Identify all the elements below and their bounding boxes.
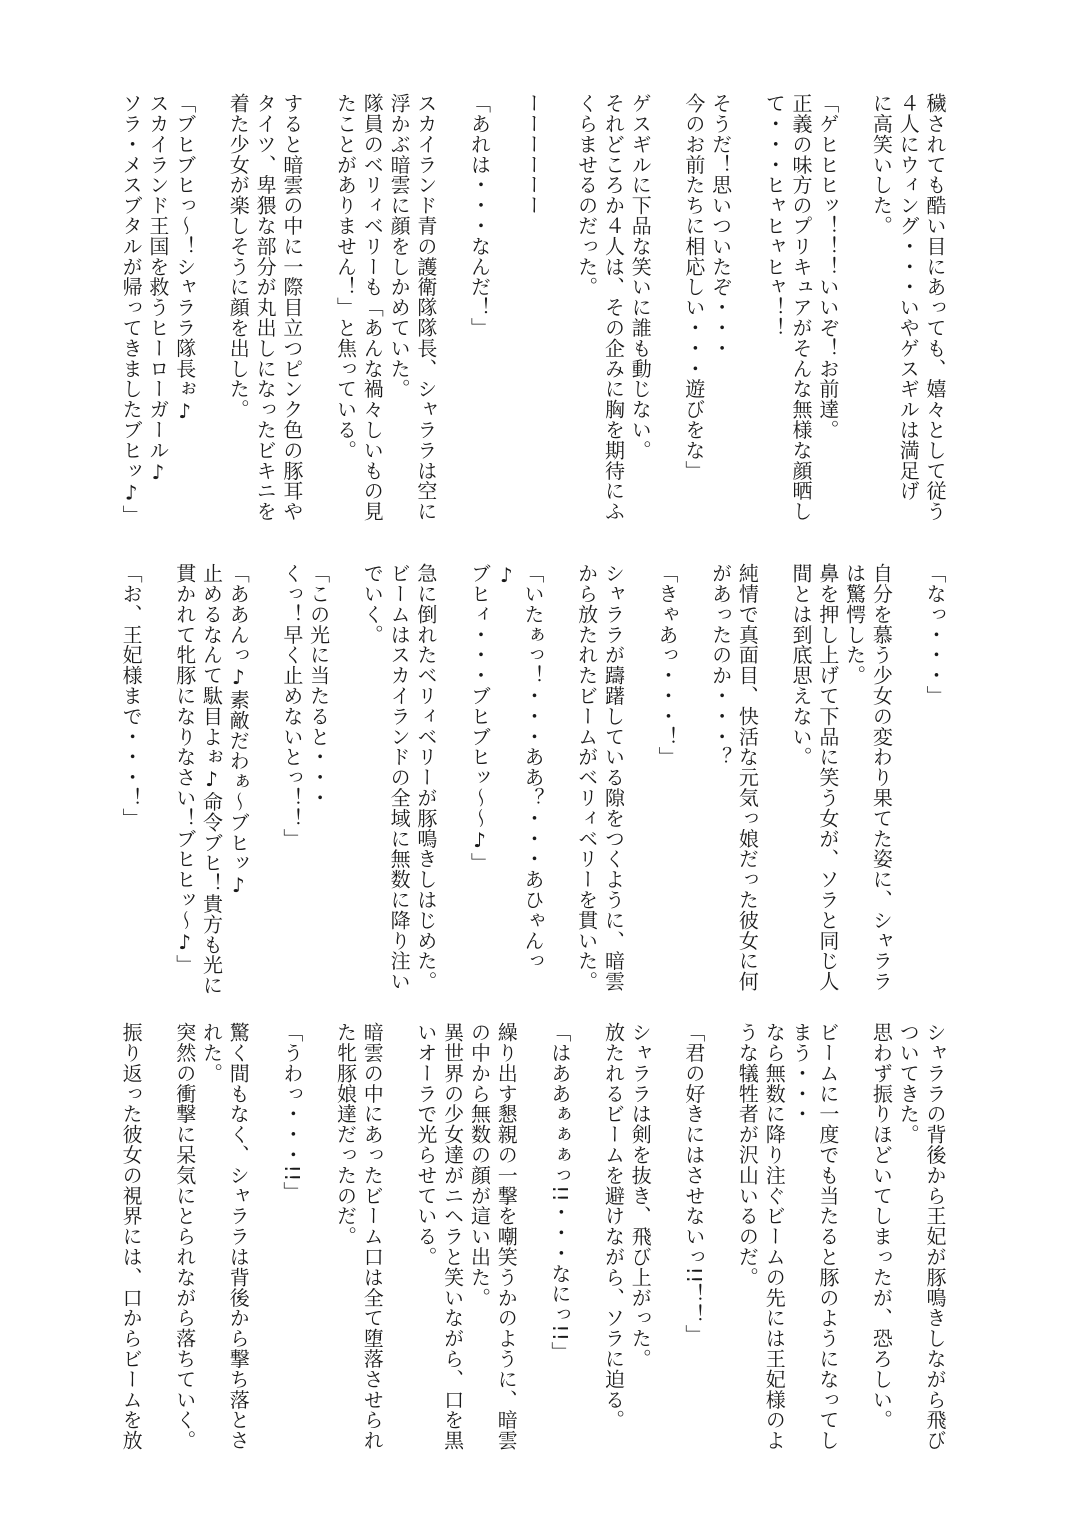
- text-line: に高笑いした。: [869, 93, 894, 236]
- blank-line: [894, 563, 921, 1003]
- text-line: 「君の好きにはさせないっ!!！！」: [681, 1022, 706, 1345]
- blank-line: [653, 1022, 680, 1462]
- text-line: があったのか・・・？: [708, 563, 733, 767]
- text-line: 純情で真面目、快活な元気っ娘だった彼女に何: [735, 563, 760, 992]
- blank-line: [546, 93, 573, 533]
- text-line: 繰り出す懇親の一撃を嘲笑うかのように、暗雲: [494, 1022, 519, 1451]
- blank-line: [144, 1022, 171, 1462]
- text-line: 浮かぶ暗雲に顔をしかめていた。: [387, 93, 412, 399]
- text-line: ブヒィ・・・ブヒブヒッ～～♪」: [467, 563, 492, 873]
- text-line: 貫かれて牝豚になりなさい！ブヒヒッ～♪」: [172, 563, 197, 975]
- blank-line: [439, 93, 466, 533]
- blank-line: [734, 93, 761, 533]
- text-line: れた。: [199, 1022, 224, 1084]
- blank-line: [251, 563, 278, 1003]
- text-line: タイツ、卑猥な部分が丸出しになったビキニを: [253, 93, 278, 522]
- blank-line: [385, 1022, 412, 1462]
- text-line: 今のお前たちに相応しい・・・遊びをな」: [681, 93, 706, 481]
- text-line: 間とは到底思えない。: [789, 563, 814, 767]
- text-line: まう・・・: [789, 1022, 814, 1124]
- text-line: 隊員のベリィベリーも「あんな禍々しいもの見: [360, 93, 385, 522]
- blank-line: [653, 93, 680, 533]
- blank-line: [519, 1022, 546, 1462]
- blank-line: [841, 93, 868, 533]
- text-line: 「ゲヒヒヒッ！！！いいぞ！お前達。: [815, 93, 840, 440]
- text-line: 驚く間もなく、シャララは背後から撃ち落とさ: [226, 1022, 251, 1451]
- text-line: スカイランド王国を救うヒーローガール♪: [145, 93, 170, 485]
- text-line: いオーラで光らせている。: [413, 1022, 438, 1267]
- text-line: くっ！早く止めないとっ！！」: [279, 563, 304, 849]
- text-line: 突然の衝撃に呆気にとられながら落ちていく。: [172, 1022, 197, 1451]
- text-line: 放たれるビームを避けながら、ソラに迫る。: [601, 1022, 626, 1430]
- text-line: た牝豚娘達だったのだ。: [333, 1022, 358, 1247]
- text-line: ♪: [494, 563, 519, 588]
- text-line: 「いたぁっ！・・・ああ？・・・あひゃんっ: [521, 563, 546, 971]
- text-line: ゲスギルに下品な笑いに誰も動じない。: [628, 93, 653, 461]
- blank-line: [144, 563, 171, 1003]
- blank-line: [492, 93, 519, 533]
- text-line: 「ブヒブヒっ～！シャララ隊長ぉ♪: [172, 93, 197, 424]
- text-line: うな犠牲者が沢山いるのだ。: [735, 1022, 760, 1288]
- text-line: から放たれたビームがベリィベリーを貫いた。: [574, 563, 599, 992]
- text-line: 思わず振りほどいてしまったが、恐ろしい。: [869, 1022, 894, 1430]
- blank-line: [841, 1022, 868, 1462]
- text-line: 「うわっ・・・!!」: [279, 1022, 304, 1203]
- text-line: 振り返った彼女の視界には、口からビームを放: [119, 1022, 144, 1451]
- text-line: 暗雲の中にあったビーム口は全て堕落させられ: [360, 1022, 385, 1451]
- text-line: 正義の味方のプリキュアがそんな無様な顔晒し: [789, 93, 814, 522]
- text-line: スカイランド青の護衛隊隊長、シャララは空に: [413, 93, 438, 522]
- text-line: 異世界の少女達がニヘラと笑いながら、口を黒: [440, 1022, 465, 1451]
- text-line: でいく。: [360, 563, 385, 645]
- text-line: そうだ！思いついたぞ・・・: [708, 93, 733, 359]
- text-line: それどころか４人は、その企みに胸を期待にふ: [601, 93, 626, 522]
- text-line: 自分を慕う少女の変わり果てた姿に、シャララ: [869, 563, 894, 992]
- text-line: ビームはスカイランドの全域に無数に降り注い: [387, 563, 412, 992]
- blank-line: [439, 563, 466, 1003]
- blank-line: [707, 1022, 734, 1462]
- blank-line: [546, 563, 573, 1003]
- blank-line: [760, 563, 787, 1003]
- text-line: 着た少女が楽しそうに顔を出した。: [226, 93, 251, 420]
- text-line: シャララが躊躇している隙をつくように、暗雲: [601, 563, 626, 992]
- text-line: 「はああぁぁぁっ!!・・・なにっ!!」: [547, 1022, 572, 1362]
- blank-line: [251, 1022, 278, 1462]
- text-line: たことがありません！」と焦っている。: [333, 93, 358, 461]
- blank-line: [198, 93, 225, 533]
- text-line: は驚愕した。: [842, 563, 867, 686]
- blank-line: [305, 1022, 332, 1462]
- text-line: 止めるなんて駄目よぉ♪命令ブヒ！貴方も光に: [199, 563, 224, 996]
- text-block-bottom: [117, 1022, 948, 1462]
- text-line: 「この光に当たると・・・: [306, 563, 331, 808]
- text-line: 穢されても酷い目にあっても、嬉々として従う: [923, 93, 947, 522]
- text-line: すると暗雲の中に一際目立つピンク色の豚耳や: [279, 93, 304, 522]
- text-line: 「きゃあっ・・・！」: [655, 563, 680, 767]
- blank-line: [573, 1022, 600, 1462]
- text-line: ビームに一度でも当たると豚のようになってし: [815, 1022, 840, 1451]
- text-line: 鼻を押し上げて下品に笑う女が、ソラと同じ人: [815, 563, 840, 992]
- text-line: て・・・ヒャヒャヒャ！！: [762, 93, 787, 338]
- blank-line: [305, 93, 332, 533]
- text-line: の中から無数の顔が這い出た。: [467, 1022, 492, 1308]
- text-line: 「お、王妃様まで・・・！」: [119, 563, 144, 829]
- text-line: 「あれは・・・なんだ！」: [467, 93, 492, 338]
- text-block-top: [117, 93, 948, 533]
- text-line: ついてきた。: [896, 1022, 921, 1145]
- text-line: なら無数に降り注ぐビームの先には王妃様のよ: [762, 1022, 787, 1451]
- text-line: 急に倒れたベリィベリーが豚鳴きしはじめた。: [413, 563, 438, 992]
- blank-line: [680, 563, 707, 1003]
- text-line: 「なっ・・・」: [923, 563, 947, 706]
- blank-line: [626, 563, 653, 1003]
- text-line: ソラ・メスブタルが帰ってきましたブヒッ♪」: [119, 93, 144, 526]
- text-block-middle: [117, 563, 948, 1003]
- text-line: くらませるのだった。: [574, 93, 599, 297]
- blank-line: [332, 563, 359, 1003]
- text-line: ーーーーーー: [521, 93, 546, 216]
- text-line: シャララは剣を抜き、飛び上がった。: [628, 1022, 653, 1369]
- text-line: シャララの背後から王妃が豚鳴きしながら飛び: [923, 1022, 947, 1451]
- text-line: 「ああんっ♪素敵だわぁ～ブヒッ♪: [226, 563, 251, 898]
- text-line: ４人にウィング・・・いやゲスギルは満足げ: [896, 93, 921, 501]
